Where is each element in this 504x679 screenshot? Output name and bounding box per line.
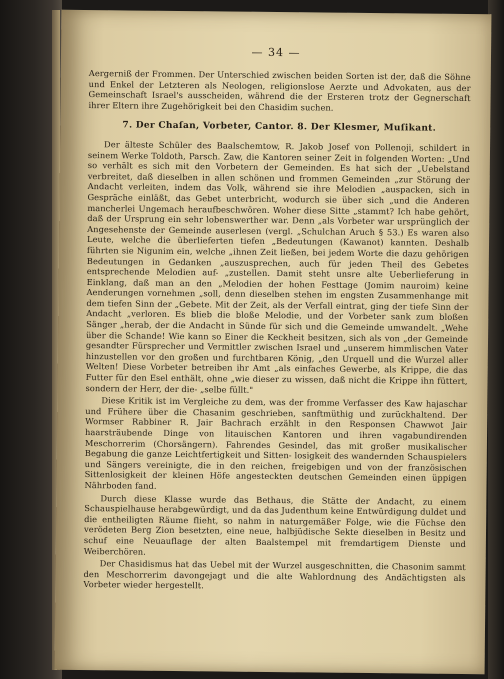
- intro-paragraph: Aergerniß der Frommen. Der Unterschied zwischen beiden Sorten ist der, daß die Söhne und Enkel der Letzteren als Neologen, religionslose Aerzte und Advokaten, aus der Gemeinschaft Israel's ausscheiden, während die der Ersteren trotz der Gegnerschaft ihrer Eltern ihre Zugehörigkeit bei den Chasidim suchen.: [88, 68, 471, 113]
- paragraph-critique: Diese Kritik ist im Vergleiche zu dem, was der fromme Verfasser des Kaw hajaschar und Frühere über die Chasanim geschrieben, sanftmüthig und zurückhaltend. Der Wormser Rabbiner R. Jair Bachrach erzählt in den Responsen Chawwot Jair haarsträubende Dinge von litauischen Kantoren und ihren vagabundirenden Meschorrerim (Chorsängern). Fahrendes Gesindel, das mit großer musikalischer Begabung die ganze Leichtfertigkeit und Sitten- losigkeit des wandernden Schauspielers und Sängers vereinigte, die in den reichen, freigebigen und von der französischen Sittenlosigkeit der kleinen Höfe angesteckten deutschen Gemeinden einen üppigen Nährboden fand.: [84, 395, 468, 491]
- paragraph-bethaus: Durch diese Klasse wurde das Bethaus, die Stätte der Andacht, zu einem Schauspielhause herabgewürdigt, und da das Judenthum keine Entwürdigung duldet und die entheiligten Räume flieht, so nahm in naturgemäßer Folge, wie die Füchse den verödeten Berg Zion besetzten, eine neue, halbjüdische Sekte dieselben in Besitz und schuf eine Neuauflage der alten Baalstempel mit fremdartigem Dienste und Weiberchören.: [83, 492, 467, 557]
- paragraph-chasidismus: Der Chasidismus hat das Uebel mit der Wurzel ausgeschnitten, die Chasonim sammt den Meschorrerim davongejagt und die alte Wahlordnung des Andächtigsten als Vorbeter wieder hergestellt.: [83, 558, 466, 591]
- page-text: [83, 68, 470, 594]
- section-heading: 7. Der Chaſan, Vorbeter, Cantor. 8. Der Klesmer, Muſikant.: [122, 120, 437, 135]
- paragraph-quote: Der älteste Schüler des Baalschemtow, R. Jakob Josef von Pollenoji, schildert in seinem Werke Toldoth, Parsch. Zaw, die Kantoren seiner Zeit in folgenden Worten: „Und so verhält es sich mit den Vorbetern der Gemeinden. Es hat sich der „Uebelstand verbreitet, daß dieselben in allen schönen und frommen Gemeinden „zur Störung der Andacht verleiten, indem das Volk, während sie ihre Melodien „auspacken, sich in Gespräche einläßt, das Gebet unterbricht, wodurch sie über sich „und die Anderen mancherlei Ungemach heraufbeschwören. Woher diese Sitte „stammt? Ich habe gehört, daß der Ursprung ein sehr lobenswerther war. Denn „als Vorbeter war ursprünglich der Angesehenste der Gemeinde auserlesen (vergl. „Schulchan Aruch § 53.) Es waren also Leute, welche die überlieferten tiefen „Bedeutungen (Kawanot) kannten. Deshalb führten sie Nigunim ein, welche „ihnen Zeit ließen, bei jedem Worte die dazu gehörigen Bedeutungen in Gedanken „auszusprechen, auch für jeden Theil des Gebetes entsprechende Melodien auf- „zustellen. Damit steht unsre alte Ueberlieferung in Einklang, daß man an den „Melodien der hohen Festtage (Jomim nauroim) keine Aenderungen vornehmen „soll, denn dieselben stehen im engsten Zusammenhange mit dem tiefen Sinn der „Gebete. Mit der Zeit, als der Verfall eintrat, ging der tiefe Sinn der Andacht „verloren. Es blieb die bloße Melodie, und der Vorbeter sank zum bloßen Sänger „herab, der die Andacht in Sünde für sich und die Gemeinde umwandelt. „Wehe über die Schande! Wie kann so Einer die Keckheit besitzen, sich als von „der Gemeinde gesandter Fürsprecher und Vermittler zwischen Israel und „unserem himmlischen Vater hinzustellen vor den großen und furchtbaren König, „den Urquell und die Wurzel aller Welten! Diese Vorbeter betreiben ihr Amt „als einfaches Gewerbe, als Krippe, die das Futter für den Esel enthält, ohne „wie dieser zu wissen, daß nicht die Krippe ihn füttert, sondern der Herr, der die- „selbe füllt.": [85, 139, 471, 395]
- book-page: [55, 10, 492, 674]
- page-number: — 34 —: [251, 45, 301, 60]
